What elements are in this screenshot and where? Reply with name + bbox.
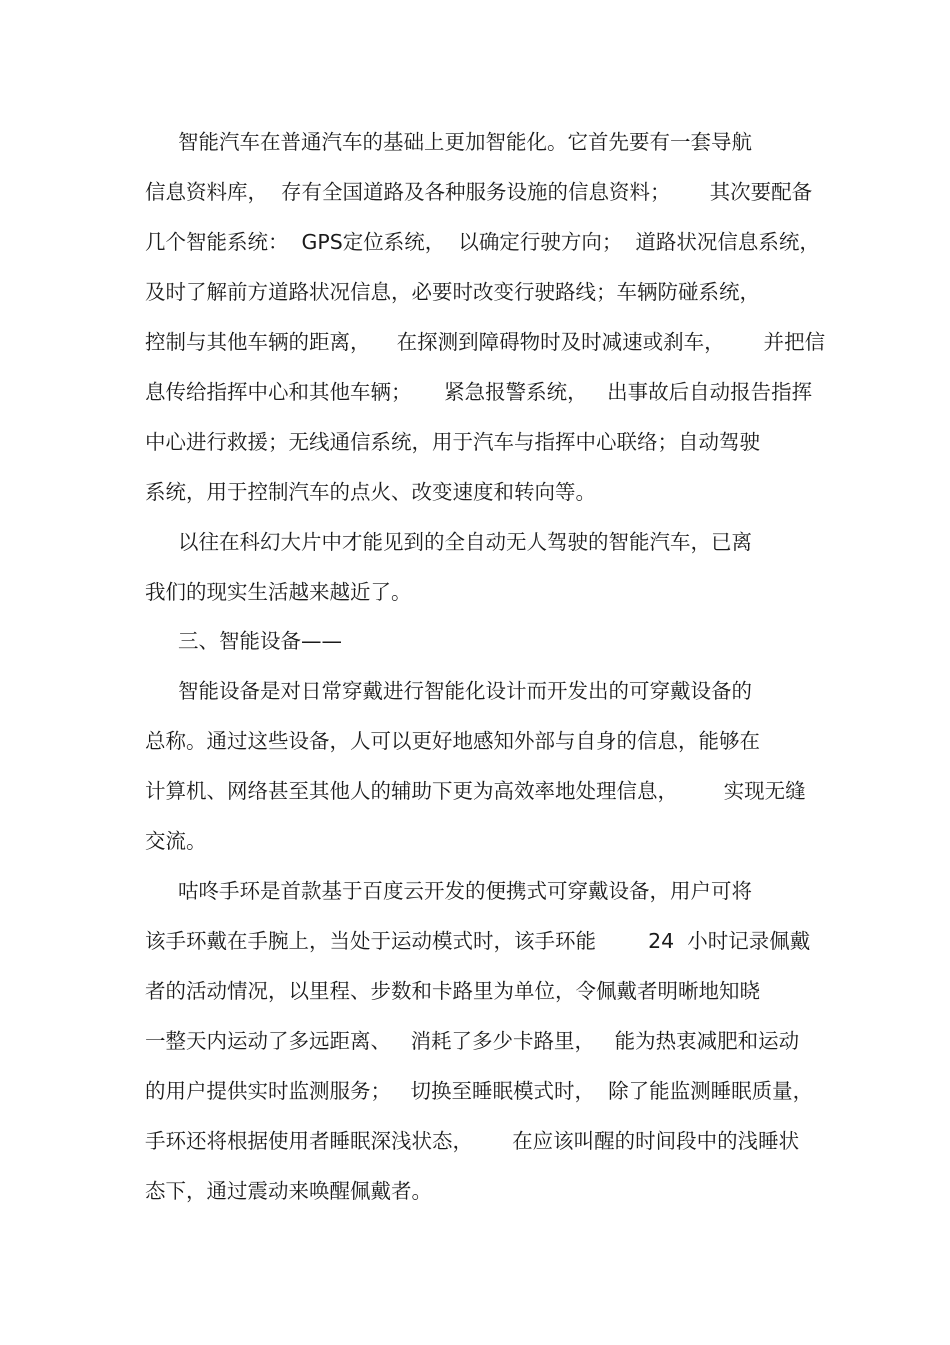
- paragraph-3-line-3: 计算机、网络甚至其他人的辅助下更为高效率地处理信息， 实现无缝: [145, 779, 806, 803]
- paragraph-3-line-4: 交流。: [145, 829, 207, 853]
- section-heading: 三、智能设备——: [178, 629, 342, 653]
- paragraph-1-line-3: 几个智能系统： GPS定位系统， 以确定行驶方向； 道路状况信息系统，: [145, 230, 820, 254]
- paragraph-4-line-5: 的用户提供实时监测服务； 切换至睡眠模式时， 除了能监测睡眠质量，: [145, 1079, 814, 1103]
- paragraph-3-line-2: 总称。通过这些设备，人可以更好地感知外部与自身的信息，能够在: [145, 729, 760, 753]
- paragraph-1-line-8: 系统，用于控制汽车的点火、改变速度和转向等。: [145, 480, 596, 504]
- paragraph-1-line-2: 信息资料库， 存有全国道路及各种服务设施的信息资料； 其次要配备: [145, 180, 813, 204]
- paragraph-4-line-2: 该手环戴在手腕上，当处于运动模式时，该手环能 24 小时记录佩戴: [145, 929, 811, 953]
- paragraph-1-line-6: 息传给指挥中心和其他车辆； 紧急报警系统， 出事故后自动报告指挥: [145, 380, 813, 404]
- paragraph-1-line-1: 智能汽车在普通汽车的基础上更加智能化。它首先要有一套导航: [178, 130, 752, 154]
- paragraph-1-line-5: 控制与其他车辆的距离， 在探测到障碍物时及时减速或刹车， 并把信: [145, 330, 826, 354]
- paragraph-2-line-2: 我们的现实生活越来越近了。: [145, 580, 412, 604]
- paragraph-2-line-1: 以往在科幻大片中才能见到的全自动无人驾驶的智能汽车，已离: [178, 530, 752, 554]
- paragraph-3-line-1: 智能设备是对日常穿戴进行智能化设计而开发出的可穿戴设备的: [178, 679, 752, 703]
- paragraph-4-line-6: 手环还将根据使用者睡眠深浅状态， 在应该叫醒的时间段中的浅睡状: [145, 1129, 800, 1153]
- paragraph-1-line-4: 及时了解前方道路状况信息，必要时改变行驶路线；车辆防碰系统，: [145, 280, 760, 304]
- paragraph-1-line-7: 中心进行救援；无线通信系统，用于汽车与指挥中心联络；自动驾驶: [145, 430, 760, 454]
- paragraph-4-line-1: 咕咚手环是首款基于百度云开发的便携式可穿戴设备，用户可将: [178, 879, 752, 903]
- paragraph-4-line-3: 者的活动情况，以里程、步数和卡路里为单位，令佩戴者明晰地知晓: [145, 979, 760, 1003]
- paragraph-4-line-7: 态下，通过震动来唤醒佩戴者。: [145, 1179, 432, 1203]
- paragraph-4-line-4: 一整天内运动了多远距离、 消耗了多少卡路里， 能为热衷减肥和运动: [145, 1029, 800, 1053]
